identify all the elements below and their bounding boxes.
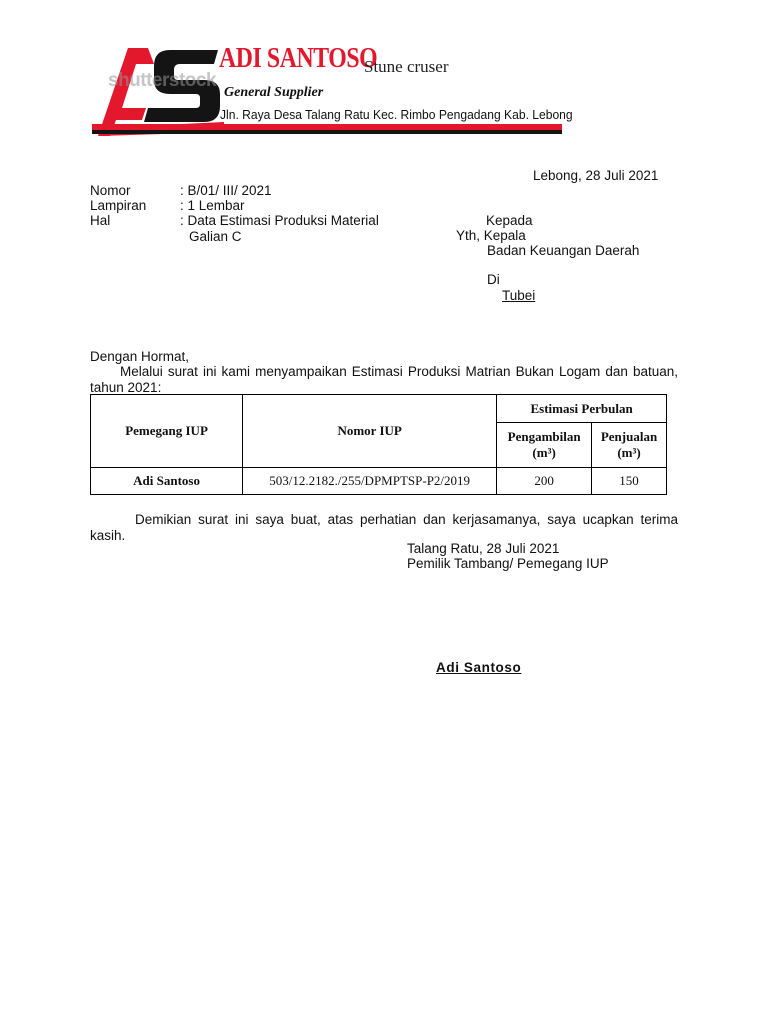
brand-name: ADI SANTOSO — [219, 42, 378, 74]
cell-holder: Adi Santoso — [91, 468, 243, 495]
brand-subtitle: Stune cruser — [364, 57, 449, 76]
nomor-label: Nomor — [90, 183, 131, 198]
hal-label: Hal — [90, 213, 111, 228]
recipient-place: Tubei — [502, 288, 536, 303]
closing-paragraph: Demikian surat ini saya buat, atas perhatian dan kerjasamanya, saya ucapkan terima kasih. — [90, 512, 678, 543]
recipient-kepada: Kepada — [486, 213, 533, 228]
header-take — [497, 423, 592, 468]
letterhead-rule-dark — [92, 130, 562, 134]
recipient-di: Di — [487, 272, 500, 287]
lampiran-label: Lampiran — [90, 198, 147, 213]
cell-number: 503/12.2182./255/DPMPTSP-P2/2019 — [243, 468, 497, 495]
estimation-table — [90, 394, 667, 495]
hal-value-cont: Galian C — [189, 229, 242, 244]
header-holder: Pemegang IUP — [91, 395, 243, 468]
header-take-unit: (m³) — [532, 445, 556, 460]
cell-take: 200 — [497, 468, 592, 495]
signoff-role: Pemilik Tambang/ Pemegang IUP — [407, 556, 609, 571]
table-row — [91, 468, 667, 495]
recipient-yth: Yth, Kepala — [456, 228, 526, 243]
header-estimate-group: Estimasi Perbulan — [497, 395, 667, 423]
nomor-value: : B/01/ III/ 2021 — [180, 183, 272, 198]
header-sell — [592, 423, 667, 468]
body-paragraph: Melalui surat ini kami menyampaikan Estimasi Produksi Matrian Bukan Logam dan batuan, tahun 2021: — [90, 364, 678, 395]
company-address: Jln. Raya Desa Talang Ratu Kec. Rimbo Pengadang Kab. Lebong — [220, 107, 573, 122]
lampiran-value: : 1 Lembar — [180, 198, 245, 213]
signoff-place-date: Talang Ratu, 28 Juli 2021 — [407, 541, 560, 556]
letter-date: Lebong, 28 Juli 2021 — [533, 168, 659, 183]
header-sell-unit: (m³) — [617, 445, 641, 460]
tagline: General Supplier — [224, 85, 324, 100]
header-number: Nomor IUP — [243, 395, 497, 468]
greeting: Dengan Hormat, — [90, 349, 190, 364]
hal-value: : Data Estimasi Produksi Material — [180, 213, 379, 228]
watermark: shutterstock — [108, 70, 217, 91]
recipient-institution: Badan Keuangan Daerah — [487, 243, 640, 258]
cell-sell: 150 — [592, 468, 667, 495]
header-take-label: Pengambilan — [507, 429, 581, 444]
signer-name: Adi Santoso — [436, 660, 522, 675]
header-sell-label: Penjualan — [600, 429, 658, 444]
